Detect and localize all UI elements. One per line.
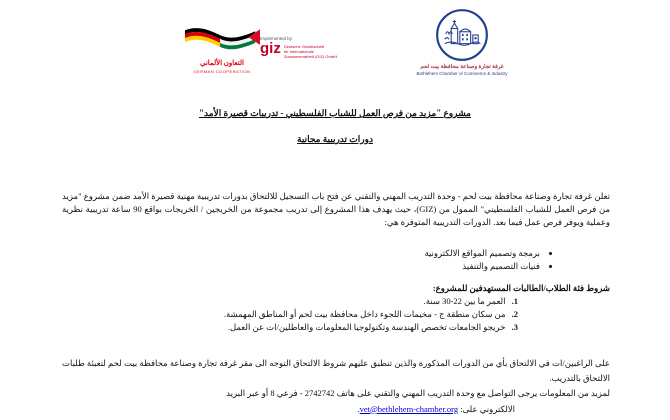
contact-info-line: لمزيد من المعلومات يرجى التواصل مع وحدة التدريب المهني والتقني على هاتف 2742742 - فرعي 8 أو عبر البريد bbox=[226, 387, 610, 398]
condition-number: 1. bbox=[511, 296, 518, 306]
course-item: • فنيات التصميم والتنفيذ bbox=[424, 260, 540, 273]
condition-number: 3. bbox=[511, 322, 518, 332]
giz-desc-line: Zusammenarbeit (GIZ) GmbH bbox=[283, 54, 337, 59]
giz-logo bbox=[260, 36, 370, 59]
chamber-logo bbox=[398, 8, 526, 77]
german-cooperation-logo bbox=[183, 24, 261, 74]
conditions-list bbox=[224, 295, 518, 334]
page-title: مشروع "مزيد من فرص العمل للشباب الفلسطيني - تدريبات قصيرة الأمد" bbox=[199, 108, 471, 118]
condition-number: 2. bbox=[511, 309, 518, 319]
chamber-english-label: Bethlehem Chamber of Commerce & Industry bbox=[416, 71, 508, 76]
condition-item bbox=[224, 308, 518, 321]
chamber-arabic-label: غرفة تجارة وصناعة محافظة بيت لحم bbox=[420, 64, 504, 70]
giz-desc-line: Deutsche Gesellschaft bbox=[283, 44, 324, 49]
page-subtitle: دورات تدريبية مجانية bbox=[297, 134, 373, 144]
conditions-heading: شروط فئة الطلاب/الطالبات المستهدفين للمشروع: bbox=[432, 283, 610, 293]
condition-text: خريجو الجامعات تخصص الهندسة وتكنولوجيا المعلومات والعاطلين/ات عن العمل. bbox=[227, 322, 506, 332]
intro-paragraph: تعلن غرفة تجارة وصناعة محافظة بيت لحم - وحدة التدريب المهني والتقني عن فتح باب التسجيل للالتحاق بدورات تدريبية مهنية قصيرة الأمد ضمن مشروع "مزيد من فرص العمل للشباب الفلسطيني" الممول من (GIZ)، حيث يهدف هذا المشروع إلى تدريب مجموعة من الخريجين / الخريجات بواقع 90 ساعة تدريبية نظرية وعملية ويوفر فرص عمل فيما بعد. الدورات التدريبية المتوفرة هي: bbox=[62, 190, 610, 227]
giz-implemented-by-label: Implemented by bbox=[260, 36, 293, 41]
sentence-period: . bbox=[357, 403, 360, 414]
giz-wordmark: giz bbox=[260, 40, 281, 57]
condition-item bbox=[224, 321, 518, 334]
condition-item bbox=[224, 295, 518, 308]
course-item: • برمجة وتصميم المواقع الالكترونية bbox=[424, 247, 540, 260]
course-list bbox=[424, 247, 552, 273]
giz-description bbox=[284, 42, 337, 59]
german-coop-english-label: GERMAN COOPERATION bbox=[193, 69, 251, 74]
giz-desc-line: für Internationale bbox=[283, 49, 314, 54]
condition-text: العمر ما بين 22-30 سنة. bbox=[423, 296, 506, 306]
email-label: الالكتروني على: bbox=[460, 403, 515, 414]
german-coop-arabic-label: التعاون الألماني bbox=[199, 59, 244, 67]
application-instructions-paragraph: على الراغبين/ات في الالتحاق بأي من الدورات المذكورة والذين تنطبق عليهم شروط الالتحاق التوجه الى مقر غرفة تجارة وصناعة محافظة بيت لحم لتعبئة طلبات الالتحاق بالتدريب. bbox=[62, 357, 610, 383]
condition-text: من سكان منطقة ج - مخيمات اللجوء داخل محافظة بيت لحم أو المناطق المهمشة. bbox=[223, 309, 506, 319]
chamber-emblem-icon bbox=[435, 8, 489, 62]
email-line bbox=[357, 404, 515, 415]
german-palestinian-flags-icon bbox=[183, 24, 261, 58]
contact-email-link[interactable]: vet@bethlehem-chamber.org bbox=[359, 403, 459, 414]
